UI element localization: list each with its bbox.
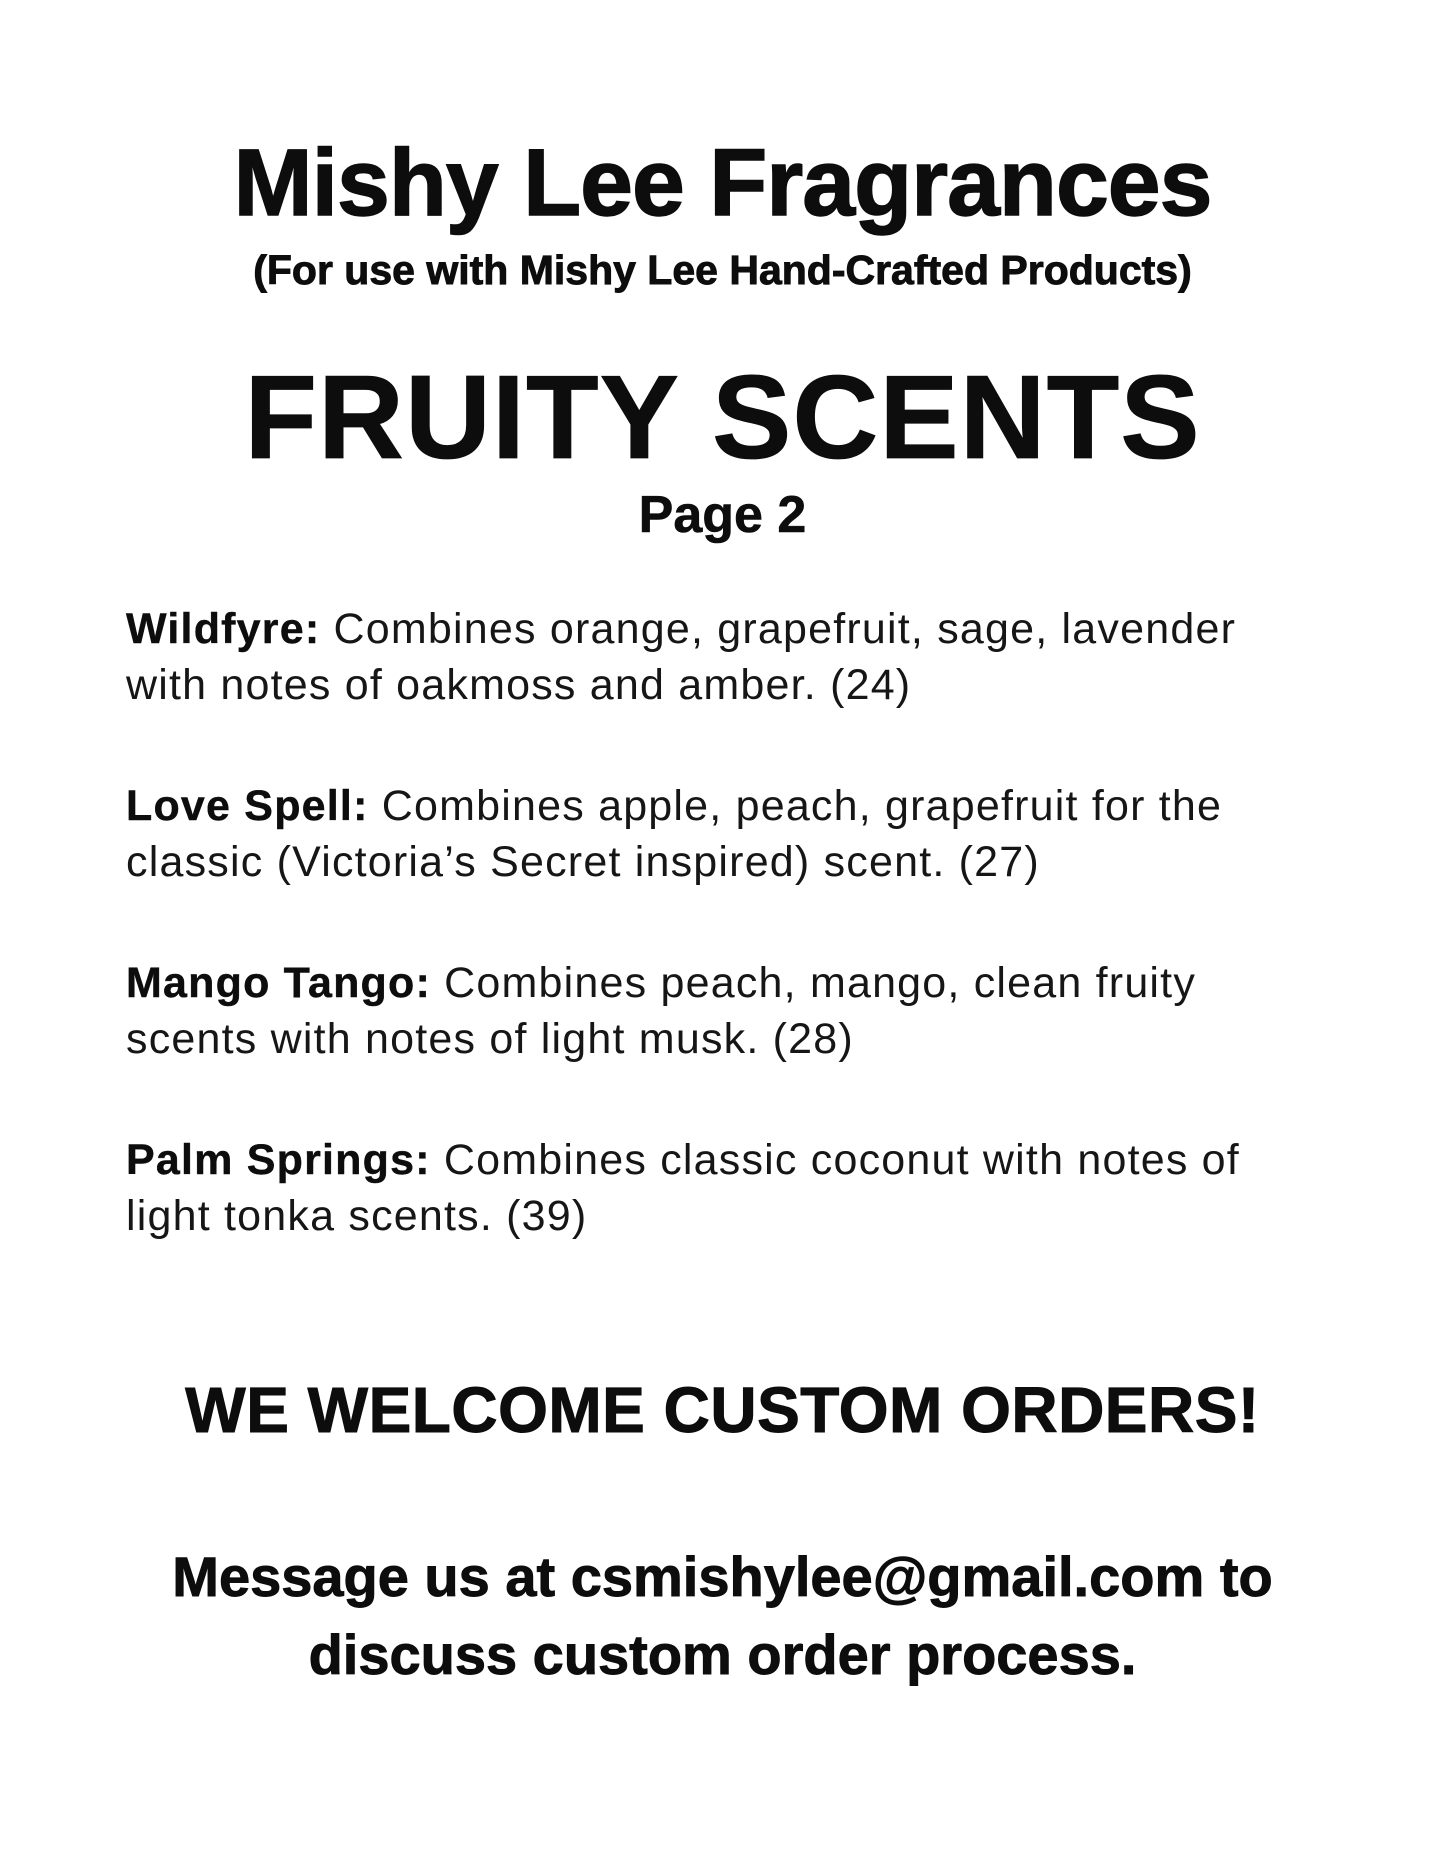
custom-orders-heading: WE WELCOME CUSTOM ORDERS! (185, 1374, 1260, 1446)
scent-description-line1: Combines orange, grapefruit, sage, lavender (333, 605, 1237, 653)
scent-name: Mango Tango: (126, 959, 431, 1007)
scent-description-line2: light tonka scents. (39) (126, 1192, 588, 1240)
brand-subtitle: (For use with Mishy Lee Hand-Crafted Products) (253, 247, 1192, 293)
scent-item-palm-springs (126, 1132, 1326, 1244)
scent-description-line2: classic (Victoria’s Secret inspired) scent. (27) (126, 838, 1040, 886)
scent-description-line2: with notes of oakmoss and amber. (24) (126, 661, 912, 709)
scent-name: Love Spell: (126, 782, 369, 830)
contact-message-suffix: to (1219, 1545, 1273, 1608)
document-header (0, 0, 1445, 545)
scent-item-wildfyre (126, 601, 1326, 713)
brand-title: Mishy Lee Fragrances (233, 130, 1212, 236)
scent-item-mango-tango (126, 955, 1326, 1067)
scent-description-line2: scents with notes of light musk. (28) (126, 1015, 854, 1063)
contact-message-line2: discuss custom order process. (308, 1623, 1137, 1687)
contact-message (103, 1538, 1343, 1695)
email-text: csmishylee@gmail.com (570, 1545, 1205, 1608)
scent-item-love-spell (126, 778, 1326, 890)
scent-description-line1: Combines classic coconut with notes of (443, 1136, 1240, 1184)
scent-name: Palm Springs: (126, 1136, 431, 1184)
scent-name: Wildfyre: (126, 605, 321, 653)
scent-description-line1: Combines apple, peach, grapefruit for the (381, 782, 1223, 830)
scent-description-line1: Combines peach, mango, clean fruity (444, 959, 1197, 1007)
contact-message-prefix: Message us at (172, 1545, 556, 1608)
page-number-label: Page 2 (638, 486, 807, 544)
section-heading: FRUITY SCENTS (244, 351, 1201, 484)
scent-list (126, 601, 1326, 1244)
